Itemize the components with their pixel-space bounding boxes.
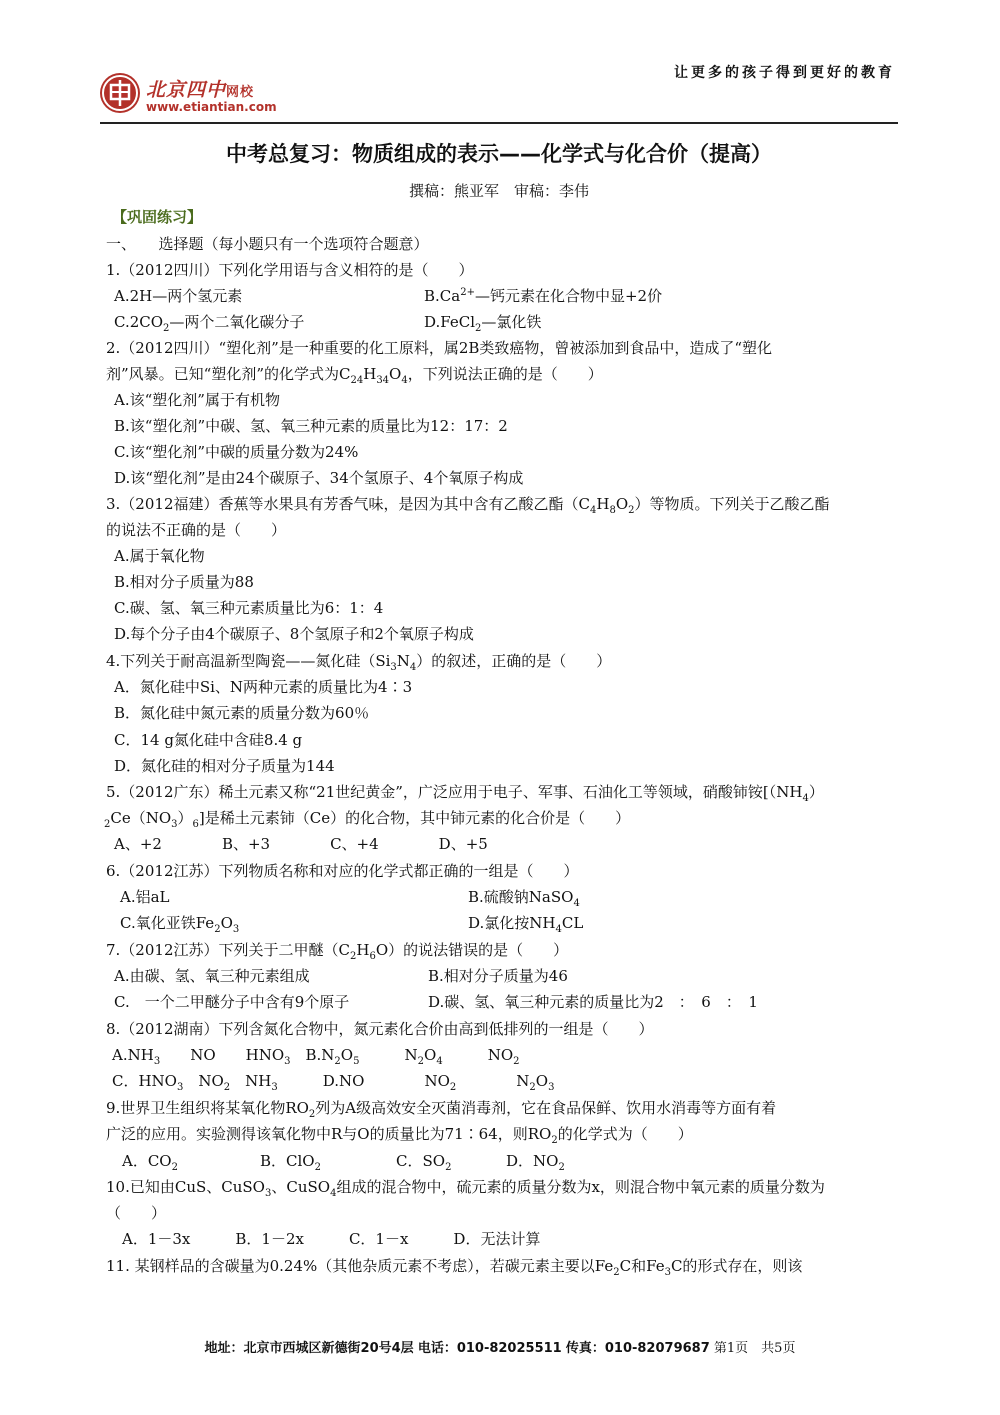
question-2-stem-line1: 2.（2012四川）“塑化剂”是一种重要的化工原料，属2B类致癌物，曾被添加到食品中，造成了“塑化 <box>106 339 773 357</box>
question-2-option-b: B.该“塑化剂”中碳、氢、氧三种元素的质量比为12：17：2 <box>114 417 508 435</box>
footer-address: 地址：北京市西城区新德街20号4层 <box>204 1341 414 1356</box>
footer-fax: 传真：010-82079687 <box>565 1341 710 1356</box>
question-2-stem-line2: 剂”风暴。已知“塑化剂”的化学式为$C_{24}H_{34}O_4$，下列说法正确的是（ ） <box>106 365 603 386</box>
footer-phone: 电话：010-82025511 <box>417 1341 562 1356</box>
question-9-option-d: D．$NO_2$ <box>506 1152 565 1173</box>
question-9-stem-line1: 9.世界卫生组织将某氧化物$RO_2$列为A级高效安全灭菌消毒剂，它在食品保鲜、饮用水消毒等方面有着 <box>106 1099 777 1120</box>
logo-emblem-icon <box>100 73 140 113</box>
logo[interactable] <box>100 73 300 117</box>
question-4-option-d: D．氮化硅的相对分子质量为144 <box>114 757 335 775</box>
authors-line: 撰稿：熊亚军 审稿：李伟 <box>408 182 589 200</box>
part-heading: 一、 选择题（每小题只有一个选项符合题意） <box>106 235 429 253</box>
header-divider <box>100 122 898 124</box>
question-9-option-c: C．$SO_2$ <box>396 1152 452 1173</box>
question-1-option-c: $C.2CO_2—$两个二氧化碳分子 <box>114 313 305 334</box>
logo-name-suffix: 网校 <box>226 85 255 100</box>
question-7-option-b: B.相对分子质量为46 <box>428 967 568 985</box>
question-7-option-d: D.碳、氢、氧三种元素的质量比为2 ： 6 ： 1 <box>428 993 758 1011</box>
question-10-options: A．1－3x B．1－2x C．1－x D．无法计算 <box>122 1230 541 1248</box>
page-footer <box>0 1337 1000 1356</box>
question-10-stem-line2: （ ） <box>106 1204 167 1222</box>
header-slogan: 让更多的孩子得到更好的教育 <box>674 65 895 81</box>
logo-url: www.etiantian.com <box>146 100 277 114</box>
question-8-options-line1: $A.NH_3$ NO $HNO_3$ $B.N_2O_5$ $N_2O_4$ $NO_2$ <box>112 1046 520 1067</box>
question-1-option-a: A.2H—两个氢元素 <box>114 287 243 305</box>
question-9-option-a: A．$CO_2$ <box>122 1152 178 1173</box>
question-6-option-c: C.氧化亚铁$Fe_2O_3$ <box>120 914 240 935</box>
question-3-stem-line1: 3.（2012福建）香蕉等水果具有芳香气味，是因为其中含有乙酸乙酯$(C_4H_8O_2)$等物质。下列关于乙酸乙酯 <box>106 495 830 516</box>
question-3-option-c: C.碳、氢、氧三种元素质量比为6：1：4 <box>114 599 384 617</box>
question-6-option-b: B.硫酸钠NaSO$_4$ <box>468 888 580 909</box>
question-5-stem-line2: $_2Ce(NO_3)_6$]是稀土元素铈（Ce）的化合物，其中铈元素的化合价是（ ） <box>104 809 631 830</box>
question-8-stem: 8.（2012湖南）下列含氮化合物中，氮元素化合价由高到低排列的一组是（ ） <box>106 1020 654 1038</box>
question-1-stem: 1.（2012四川）下列化学用语与含义相符的是（ ） <box>106 261 474 279</box>
question-3-stem-line2: 的说法不正确的是（ ） <box>106 521 287 539</box>
question-4-option-b: B．氮化硅中氮元素的质量分数为60％ <box>114 704 370 722</box>
question-9-stem-line2: 广泛的应用。实验测得该氧化物中R与O的质量比为71∶64，则$RO_2$的化学式为（ ） <box>106 1125 693 1146</box>
question-3-option-b: B.相对分子质量为88 <box>114 573 254 591</box>
question-11-stem: 11. 某钢样品的含碳量为0.24%（其他杂质元素不考虑），若碳元素主要以$Fe_2C$和$Fe_3C$的形式存在，则该 <box>106 1257 803 1278</box>
logo-name: 北京四中 <box>146 79 227 101</box>
question-6-option-d: D.氯化按$NH_4CL$ <box>468 914 584 935</box>
question-5-options: A、+2 B、+3 C、+4 D、+5 <box>114 835 488 853</box>
question-6-option-a: A.铝aL <box>120 888 170 906</box>
question-6-stem: 6.（2012江苏）下列物质名称和对应的化学式都正确的一组是（ ） <box>106 862 579 880</box>
question-7-stem: 7.（2012江苏）下列关于二甲醚$(C_2H_6O)$的说法错误的是（ ） <box>106 941 569 962</box>
question-1-option-b: $B.Ca^{2+}—$钙元素在化合物中显+2价 <box>424 287 663 305</box>
question-2-option-a: A.该“塑化剂”属于有机物 <box>114 391 280 409</box>
question-8-options-line2: C．$HNO_3$ $NO_2$ $NH_3$ D.NO $NO_2$ $N_2O_3$ <box>112 1072 555 1093</box>
question-10-stem: 10.已知由CuS、CuSO$_3$、CuSO$_4$组成的混合物中，硫元素的质量分数为x，则混合物中氧元素的质量分数为 <box>106 1178 825 1199</box>
question-5-stem-line1: 5.（2012广东）稀土元素又称“21世纪黄金”，广泛应用于电子、军事、石油化工等领域，硝酸铈铵[$(NH_4)$ <box>106 783 824 804</box>
section-heading: 【巩固练习】 <box>112 208 203 226</box>
question-7-option-a: A.由碳、氢、氧三种元素组成 <box>114 967 310 985</box>
question-1-option-d: D.FeCl$_2$—氯化铁 <box>424 313 542 334</box>
question-3-option-d: D.每个分子由4个碳原子、8个氢原子和2个氧原子构成 <box>114 625 474 643</box>
page-title: 中考总复习：物质组成的表示——化学式与化合价（提高） <box>226 142 772 166</box>
question-4-option-a: A．氮化硅中Si、N两种元素的质量比为4∶3 <box>114 678 413 696</box>
question-9-option-b: B．ClO$_2$ <box>260 1152 321 1173</box>
question-2-option-d: D.该“塑化剂”是由24个碳原子、34个氢原子、4个氧原子构成 <box>114 469 524 487</box>
footer-page-number: 第1页 共5页 <box>713 1341 796 1356</box>
question-2-option-c: C.该“塑化剂”中碳的质量分数为24% <box>114 443 359 461</box>
question-7-option-c: C. 一个二甲醚分子中含有9个原子 <box>114 993 350 1011</box>
question-3-option-a: A.属于氧化物 <box>114 547 205 565</box>
question-4-stem: 4.下列关于耐高温新型陶瓷——氮化硅$(Si_3N_4)$的叙述，正确的是（ ） <box>106 652 612 673</box>
question-4-option-c: C．14 g氮化硅中含硅8.4 g <box>114 731 303 749</box>
